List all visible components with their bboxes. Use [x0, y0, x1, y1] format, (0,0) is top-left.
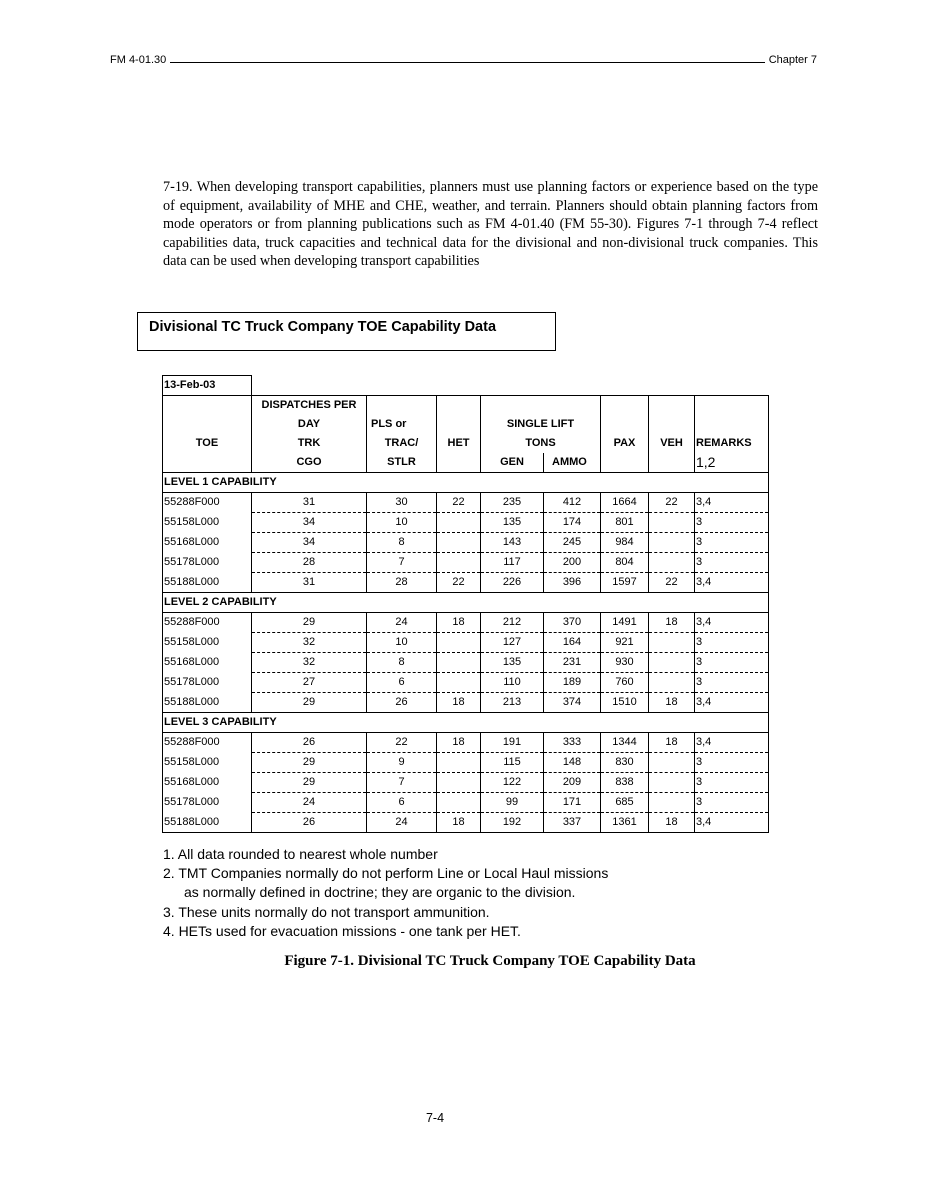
cell-pax: 930 — [601, 653, 649, 673]
header-single-lift: SINGLE LIFT — [481, 415, 601, 434]
cell-ammo: 396 — [544, 573, 601, 593]
cell-toe: 55188L000 — [163, 693, 252, 713]
cell-pax: 1491 — [601, 613, 649, 633]
figure-caption: Figure 7-1. Divisional TC Truck Company TOE Capability Data — [284, 953, 696, 969]
cell-veh — [649, 773, 695, 793]
cell-dispatches: 29 — [252, 693, 367, 713]
table-row — [163, 653, 769, 673]
cell-pax: 838 — [601, 773, 649, 793]
cell-gen: 117 — [481, 553, 544, 573]
cell-gen: 115 — [481, 753, 544, 773]
cell-ammo: 370 — [544, 613, 601, 633]
cell-remarks: 3,4 — [695, 493, 769, 513]
header-stlr: STLR — [367, 453, 437, 473]
table-row — [163, 733, 769, 753]
cell-veh — [649, 793, 695, 813]
table-row — [163, 633, 769, 653]
header-gen: GEN — [481, 453, 544, 473]
level-row — [163, 713, 769, 733]
cell-toe: 55178L000 — [163, 673, 252, 693]
cell-pls: 9 — [367, 753, 437, 773]
cell-toe: 55158L000 — [163, 513, 252, 533]
cell-pax: 685 — [601, 793, 649, 813]
table-row — [163, 693, 769, 713]
cell-pls: 22 — [367, 733, 437, 753]
notes-list — [163, 845, 763, 941]
cell-pax: 1361 — [601, 813, 649, 833]
header-right: Chapter 7 — [768, 54, 817, 66]
cell-ammo: 374 — [544, 693, 601, 713]
cell-het — [437, 513, 481, 533]
cell-het — [437, 553, 481, 573]
cell-remarks: 3 — [695, 753, 769, 773]
cell-veh: 18 — [649, 813, 695, 833]
cell-remarks: 3 — [695, 653, 769, 673]
cell-gen: 135 — [481, 513, 544, 533]
table-date: 13-Feb-03 — [163, 376, 252, 396]
cell-toe: 55188L000 — [163, 813, 252, 833]
table-title: Divisional TC Truck Company TOE Capability Data — [149, 319, 497, 335]
cell-toe: 55288F000 — [163, 733, 252, 753]
cell-het: 18 — [437, 733, 481, 753]
cell-remarks: 3 — [695, 673, 769, 693]
cell-gen: 143 — [481, 533, 544, 553]
cell-pax: 830 — [601, 753, 649, 773]
cell-ammo: 148 — [544, 753, 601, 773]
header-rule — [170, 62, 764, 63]
cell-toe: 55168L000 — [163, 773, 252, 793]
cell-pax: 801 — [601, 513, 649, 533]
cell-ammo: 231 — [544, 653, 601, 673]
cell-ammo: 412 — [544, 493, 601, 513]
cell-het — [437, 773, 481, 793]
cell-pls: 7 — [367, 553, 437, 573]
cell-remarks: 3,4 — [695, 613, 769, 633]
header-cgo: CGO — [252, 453, 367, 473]
cell-gen: 226 — [481, 573, 544, 593]
cell-pls: 28 — [367, 573, 437, 593]
cell-toe: 55188L000 — [163, 573, 252, 593]
header-remarks-note: 1,2 — [695, 453, 769, 473]
cell-veh — [649, 633, 695, 653]
cell-het: 18 — [437, 813, 481, 833]
cell-veh: 18 — [649, 733, 695, 753]
cell-pls: 26 — [367, 693, 437, 713]
cell-ammo: 164 — [544, 633, 601, 653]
cell-remarks: 3 — [695, 533, 769, 553]
cell-pax: 1510 — [601, 693, 649, 713]
cell-toe: 55178L000 — [163, 553, 252, 573]
header-tons: TONS — [481, 434, 601, 453]
table-row — [163, 613, 769, 633]
cell-het — [437, 753, 481, 773]
cell-pax: 984 — [601, 533, 649, 553]
header-toe: TOE — [163, 434, 252, 453]
cell-veh: 22 — [649, 493, 695, 513]
cell-het: 22 — [437, 493, 481, 513]
cell-pls: 10 — [367, 513, 437, 533]
header-trac: TRAC/ — [367, 434, 437, 453]
cell-toe: 55168L000 — [163, 533, 252, 553]
header-pax: PAX — [601, 434, 649, 453]
header-het: HET — [437, 434, 481, 453]
cell-ammo: 174 — [544, 513, 601, 533]
table-row — [163, 533, 769, 553]
header-dispatches-1: DISPATCHES PER — [252, 396, 367, 416]
cell-dispatches: 29 — [252, 613, 367, 633]
cell-toe: 55288F000 — [163, 493, 252, 513]
cell-veh: 18 — [649, 613, 695, 633]
cell-pax: 760 — [601, 673, 649, 693]
cell-ammo: 171 — [544, 793, 601, 813]
page-number: 7-4 — [425, 1111, 445, 1125]
table-row — [163, 513, 769, 533]
header-ammo: AMMO — [544, 453, 601, 473]
cell-pls: 24 — [367, 813, 437, 833]
cell-pls: 10 — [367, 633, 437, 653]
cell-pls: 6 — [367, 793, 437, 813]
cell-toe: 55158L000 — [163, 633, 252, 653]
cell-ammo: 333 — [544, 733, 601, 753]
cell-pax: 1344 — [601, 733, 649, 753]
table-row — [163, 773, 769, 793]
cell-gen: 135 — [481, 653, 544, 673]
cell-het — [437, 533, 481, 553]
header-left: FM 4-01.30 — [110, 54, 167, 66]
level-label: LEVEL 1 CAPABILITY — [163, 473, 769, 493]
cell-remarks: 3 — [695, 793, 769, 813]
cell-dispatches: 34 — [252, 533, 367, 553]
cell-veh — [649, 513, 695, 533]
cell-pax: 1664 — [601, 493, 649, 513]
table-row — [163, 573, 769, 593]
cell-toe: 55288F000 — [163, 613, 252, 633]
header-row-2 — [163, 415, 769, 434]
cell-dispatches: 27 — [252, 673, 367, 693]
cell-gen: 110 — [481, 673, 544, 693]
table-title-box — [137, 312, 556, 351]
header-trk: TRK — [252, 434, 367, 453]
cell-pax: 1597 — [601, 573, 649, 593]
cell-dispatches: 26 — [252, 813, 367, 833]
cell-ammo: 189 — [544, 673, 601, 693]
cell-pls: 8 — [367, 533, 437, 553]
cell-gen: 213 — [481, 693, 544, 713]
cell-remarks: 3 — [695, 773, 769, 793]
level-label: LEVEL 3 CAPABILITY — [163, 713, 769, 733]
body-paragraph: 7-19. When developing transport capabilities, planners must use planning factors or experience based on the type of equipment, availability of MHE and CHE, weather, and terrain. Planners should obtain planning factors from mode operators or from planning publications such as FM 4-01.40 (FM 55-30). Figures 7-1 through 7-4 reflect capabilities data, truck capacities and technical data for the divisional and non-divisional truck companies. This data can be used when developing transport capabilities — [163, 179, 818, 270]
cell-pls: 8 — [367, 653, 437, 673]
cell-remarks: 3,4 — [695, 813, 769, 833]
cell-toe: 55168L000 — [163, 653, 252, 673]
cell-pax: 921 — [601, 633, 649, 653]
cell-gen: 192 — [481, 813, 544, 833]
header-veh: VEH — [649, 434, 695, 453]
cell-remarks: 3,4 — [695, 693, 769, 713]
cell-ammo: 209 — [544, 773, 601, 793]
table-row — [163, 753, 769, 773]
note-1: 1. All data rounded to nearest whole number — [163, 846, 438, 862]
cell-gen: 212 — [481, 613, 544, 633]
table-row — [163, 813, 769, 833]
cell-het — [437, 633, 481, 653]
cell-gen: 122 — [481, 773, 544, 793]
cell-remarks: 3 — [695, 513, 769, 533]
cell-dispatches: 29 — [252, 773, 367, 793]
table-row — [163, 493, 769, 513]
cell-pax: 804 — [601, 553, 649, 573]
cell-gen: 127 — [481, 633, 544, 653]
cell-remarks: 3 — [695, 553, 769, 573]
header-row-1 — [163, 396, 769, 416]
cell-veh: 18 — [649, 693, 695, 713]
cell-veh — [649, 673, 695, 693]
cell-pls: 6 — [367, 673, 437, 693]
header-remarks: REMARKS — [695, 434, 769, 453]
header-pls: PLS or — [367, 415, 437, 434]
date-row — [163, 376, 769, 396]
cell-remarks: 3,4 — [695, 573, 769, 593]
cell-dispatches: 29 — [252, 753, 367, 773]
cell-dispatches: 32 — [252, 633, 367, 653]
cell-het: 18 — [437, 613, 481, 633]
cell-het: 22 — [437, 573, 481, 593]
cell-dispatches: 28 — [252, 553, 367, 573]
table-row — [163, 673, 769, 693]
level-label: LEVEL 2 CAPABILITY — [163, 593, 769, 613]
cell-pls: 24 — [367, 613, 437, 633]
cell-dispatches: 32 — [252, 653, 367, 673]
cell-dispatches: 31 — [252, 493, 367, 513]
cell-ammo: 245 — [544, 533, 601, 553]
header-row-4 — [163, 453, 769, 473]
level-row — [163, 473, 769, 493]
cell-dispatches: 34 — [252, 513, 367, 533]
cell-dispatches: 24 — [252, 793, 367, 813]
cell-veh — [649, 753, 695, 773]
header-row-3 — [163, 434, 769, 453]
cell-het — [437, 793, 481, 813]
cell-ammo: 200 — [544, 553, 601, 573]
cell-dispatches: 31 — [252, 573, 367, 593]
cell-gen: 99 — [481, 793, 544, 813]
table-row — [163, 553, 769, 573]
cell-veh — [649, 653, 695, 673]
cell-pls: 7 — [367, 773, 437, 793]
header-dispatches-2: DAY — [252, 415, 367, 434]
cell-dispatches: 26 — [252, 733, 367, 753]
level-row — [163, 593, 769, 613]
table-row — [163, 793, 769, 813]
page-header — [110, 54, 817, 66]
cell-ammo: 337 — [544, 813, 601, 833]
cell-veh: 22 — [649, 573, 695, 593]
cell-het — [437, 653, 481, 673]
cell-toe: 55158L000 — [163, 753, 252, 773]
note-3: 3. These units normally do not transport ammunition. — [163, 903, 490, 920]
cell-pls: 30 — [367, 493, 437, 513]
cell-remarks: 3 — [695, 633, 769, 653]
cell-remarks: 3,4 — [695, 733, 769, 753]
cell-het — [437, 673, 481, 693]
note-2: 2. TMT Companies normally do not perform Line or Local Haul missions — [163, 865, 609, 882]
note-4: 4. HETs used for evacuation missions - one tank per HET. — [163, 922, 521, 939]
cell-veh — [649, 533, 695, 553]
note-2-continued: as normally defined in doctrine; they are organic to the division. — [184, 884, 576, 901]
cell-toe: 55178L000 — [163, 793, 252, 813]
cell-gen: 235 — [481, 493, 544, 513]
cell-veh — [649, 553, 695, 573]
cell-het: 18 — [437, 693, 481, 713]
capability-table — [162, 375, 769, 833]
cell-gen: 191 — [481, 733, 544, 753]
